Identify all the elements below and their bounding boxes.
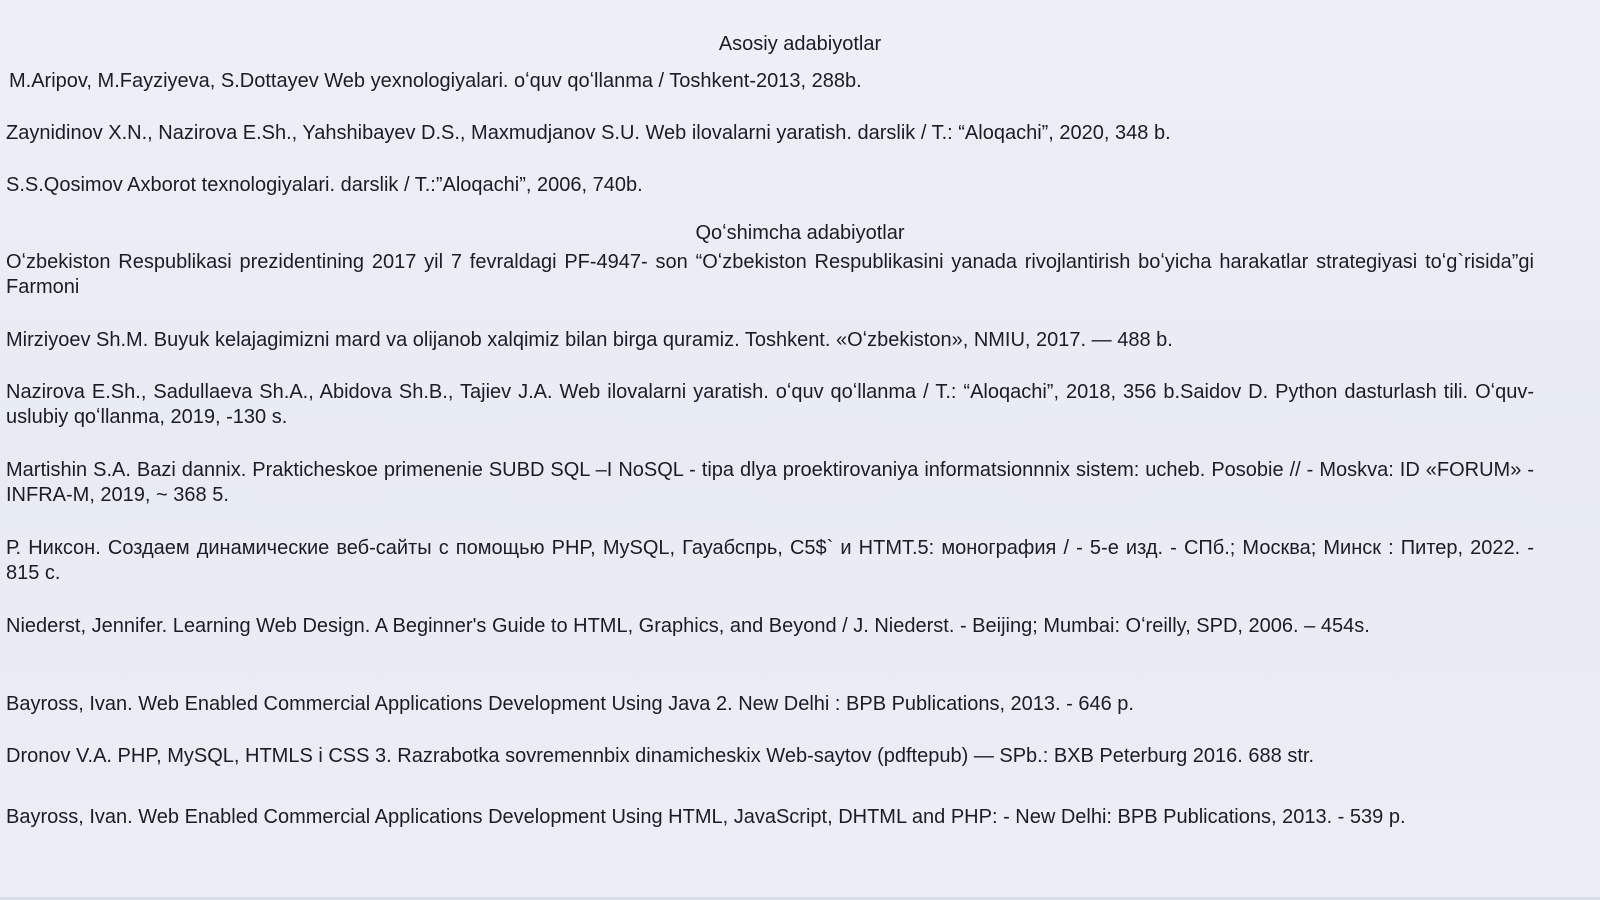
additional-ref-5: Р. Никсон. Создаем динамические веб-сайты с помощью PHP, MySQL, Гауабспрь, С5$` и НТМТ.5: монография / - 5-е изд. - СПб.; Москва; Минск : Питер, 2022. - 815 с. [6, 537, 1534, 584]
additional-ref-4: Martishin S.A. Bazi dannix. Prakticheskoe primenenie SUBD SQL –I NoSQL - tipa dlya proektirovaniya informatsionnnix sistem: ucheb. Posobie // - Moskva: ID «FORUM» - INFRA-M, 2019, ~ 368 5. [6, 459, 1534, 506]
main-ref-3: S.S.Qosimov Axborot texnologiyalari. darslik / T.:”Aloqachi”, 2006, 740b. [6, 174, 643, 196]
additional-ref-8: Dronov V.A. PHP, MySQL, HTMLS i CSS 3. Razrabotka sovremennbix dinamicheskix Web-saytov (pdftepub) — SPb.: BXB Peterburg 2016. 688 str. [6, 745, 1315, 767]
additional-ref-9: Bayross, Ivan. Web Enabled Commercial Applications Development Using HTML, JavaScript, DHTML and PHP: - New Delhi: BPB Publications, 2013. - 539 p. [6, 806, 1406, 828]
additional-literature-heading: Qoʻshimcha adabiyotlar [695, 222, 905, 244]
additional-ref-7: Bayross, Ivan. Web Enabled Commercial Applications Development Using Java 2. New Delhi : BPB Publications, 2013. - 646 p. [6, 693, 1134, 715]
additional-ref-1: Oʻzbekiston Respublikasi prezidentining 2017 yil 7 fevraldagi PF-4947- son “Oʻzbekiston Respublikasini yanada rivojlantirish boʻyicha harakatlar strategiyasi toʻg`risida”gi Farmoni [6, 251, 1534, 298]
main-literature-heading: Asosiy adabiyotlar [718, 33, 882, 55]
additional-ref-6: Niederst, Jennifer. Learning Web Design. A Beginner's Guide to HTML, Graphics, and Beyond / J. Niederst. - Beijing; Mumbai: Oʻreilly, SPD, 2006. – 454s. [6, 615, 1370, 637]
main-ref-1: M.Aripov, M.Fayziyeva, S.Dottayev Web yexnologiyalari. oʻquv qoʻllanma / Toshkent-2013, 288b. [9, 70, 862, 92]
main-ref-2: Zaynidinov X.N., Nazirova E.Sh., Yahshibayev D.S., Maxmudjanov S.U. Web ilovalarni yaratish. darslik / T.: “Aloqachi”, 2020, 348 b. [6, 122, 1171, 144]
additional-ref-2: Mirziyoev Sh.M. Buyuk kelajagimizni mard va olijanob xalqimiz bilan birga quramiz. Toshkent. «Oʻzbekiston», NMIU, 2017. — 488 b. [6, 329, 1173, 351]
additional-ref-3: Nazirova E.Sh., Sadullaeva Sh.A., Abidova Sh.B., Tajiev J.A. Web ilovalarni yaratish. oʻquv qoʻllanma / T.: “Aloqachi”, 2018, 356 b.Saidov D. Python dasturlash tili. Oʻquv-uslubiy qoʻllanma, 2019, -130 s. [6, 381, 1534, 428]
